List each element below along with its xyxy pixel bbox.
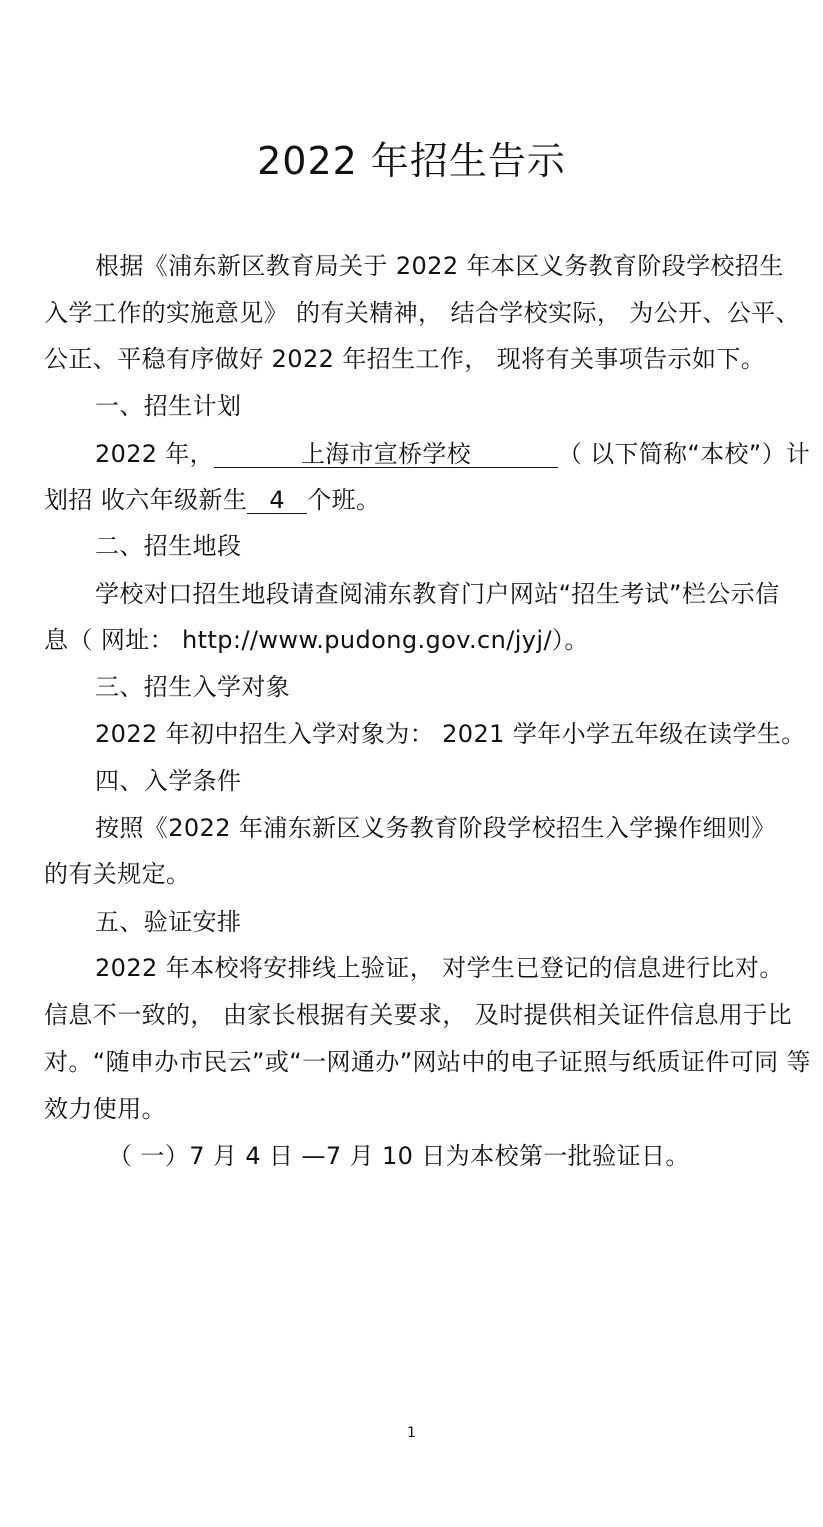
section-1-heading: 一、招生计划 [95,392,242,420]
school-name-value: 上海市宣桥学校 [300,440,471,468]
section-4-heading: 四、入学条件 [95,767,242,795]
document-title: 2022 年招生告示 [257,139,566,183]
section-3-line-1: 2022 年初中招生入学对象为： 2021 学年小学五年级在读学生。 [95,720,806,748]
section-5-heading: 五、验证安排 [95,908,242,936]
section-5-line-3: 对。“随申办市民云”或“一网通办”网站中的电子证照与纸质证件可同 等 [44,1048,811,1076]
class-count-value: 4 [269,486,286,514]
section-3-heading: 三、招生入学对象 [95,673,291,701]
section-4-line-2: 的有关规定。 [44,860,191,888]
section-2-heading: 二、招生地段 [95,532,242,560]
school-name-field [214,441,558,468]
section-5-line-2: 信息不一致的， 由家长根据有关要求， 及时提供相关证件信息用于比 [44,1001,793,1029]
section-4-line-1: 按照《2022 年浦东新区义务教育阶段学校招生入学操作细则》 [95,814,776,842]
page-number: 1 [407,1425,416,1441]
intro-line-3: 公正、平稳有序做好 2022 年招生工作， 现将有关事项告示如下。 [44,345,766,373]
class-count-field [247,487,307,514]
section-1-line-1 [95,438,810,470]
section-5-line-1: 2022 年本校将安排线上验证， 对学生已登记的信息进行比对。 [95,954,784,982]
section-1-line-2 [44,484,380,516]
section-5-item-1: （ 一）7 月 4 日 —7 月 10 日为本校第一批验证日。 [108,1142,690,1170]
plan-class-suffix: 个班。 [307,486,381,514]
section-2-line-2: 息（ 网址： http://www.pudong.gov.cn/jyj/）。 [44,626,589,654]
section-5-line-4: 效力使用。 [44,1095,166,1123]
intro-line-1: 根据《浦东新区教育局关于 2022 年本区义务教育阶段学校招生 [95,252,784,280]
section-2-line-1: 学校对口招生地段请查阅浦东教育门户网站“招生考试”栏公示信 [95,580,780,608]
intro-line-2: 入学工作的实施意见》 的有关精神， 结合学校实际， 为公开、公平、 [44,299,801,327]
plan-abbrev-text: （ 以下简称“本校”）计 [557,440,811,468]
plan-grade-text: 划招 收六年级新生 [44,486,248,514]
plan-year-text: 2022 年， [95,440,214,468]
